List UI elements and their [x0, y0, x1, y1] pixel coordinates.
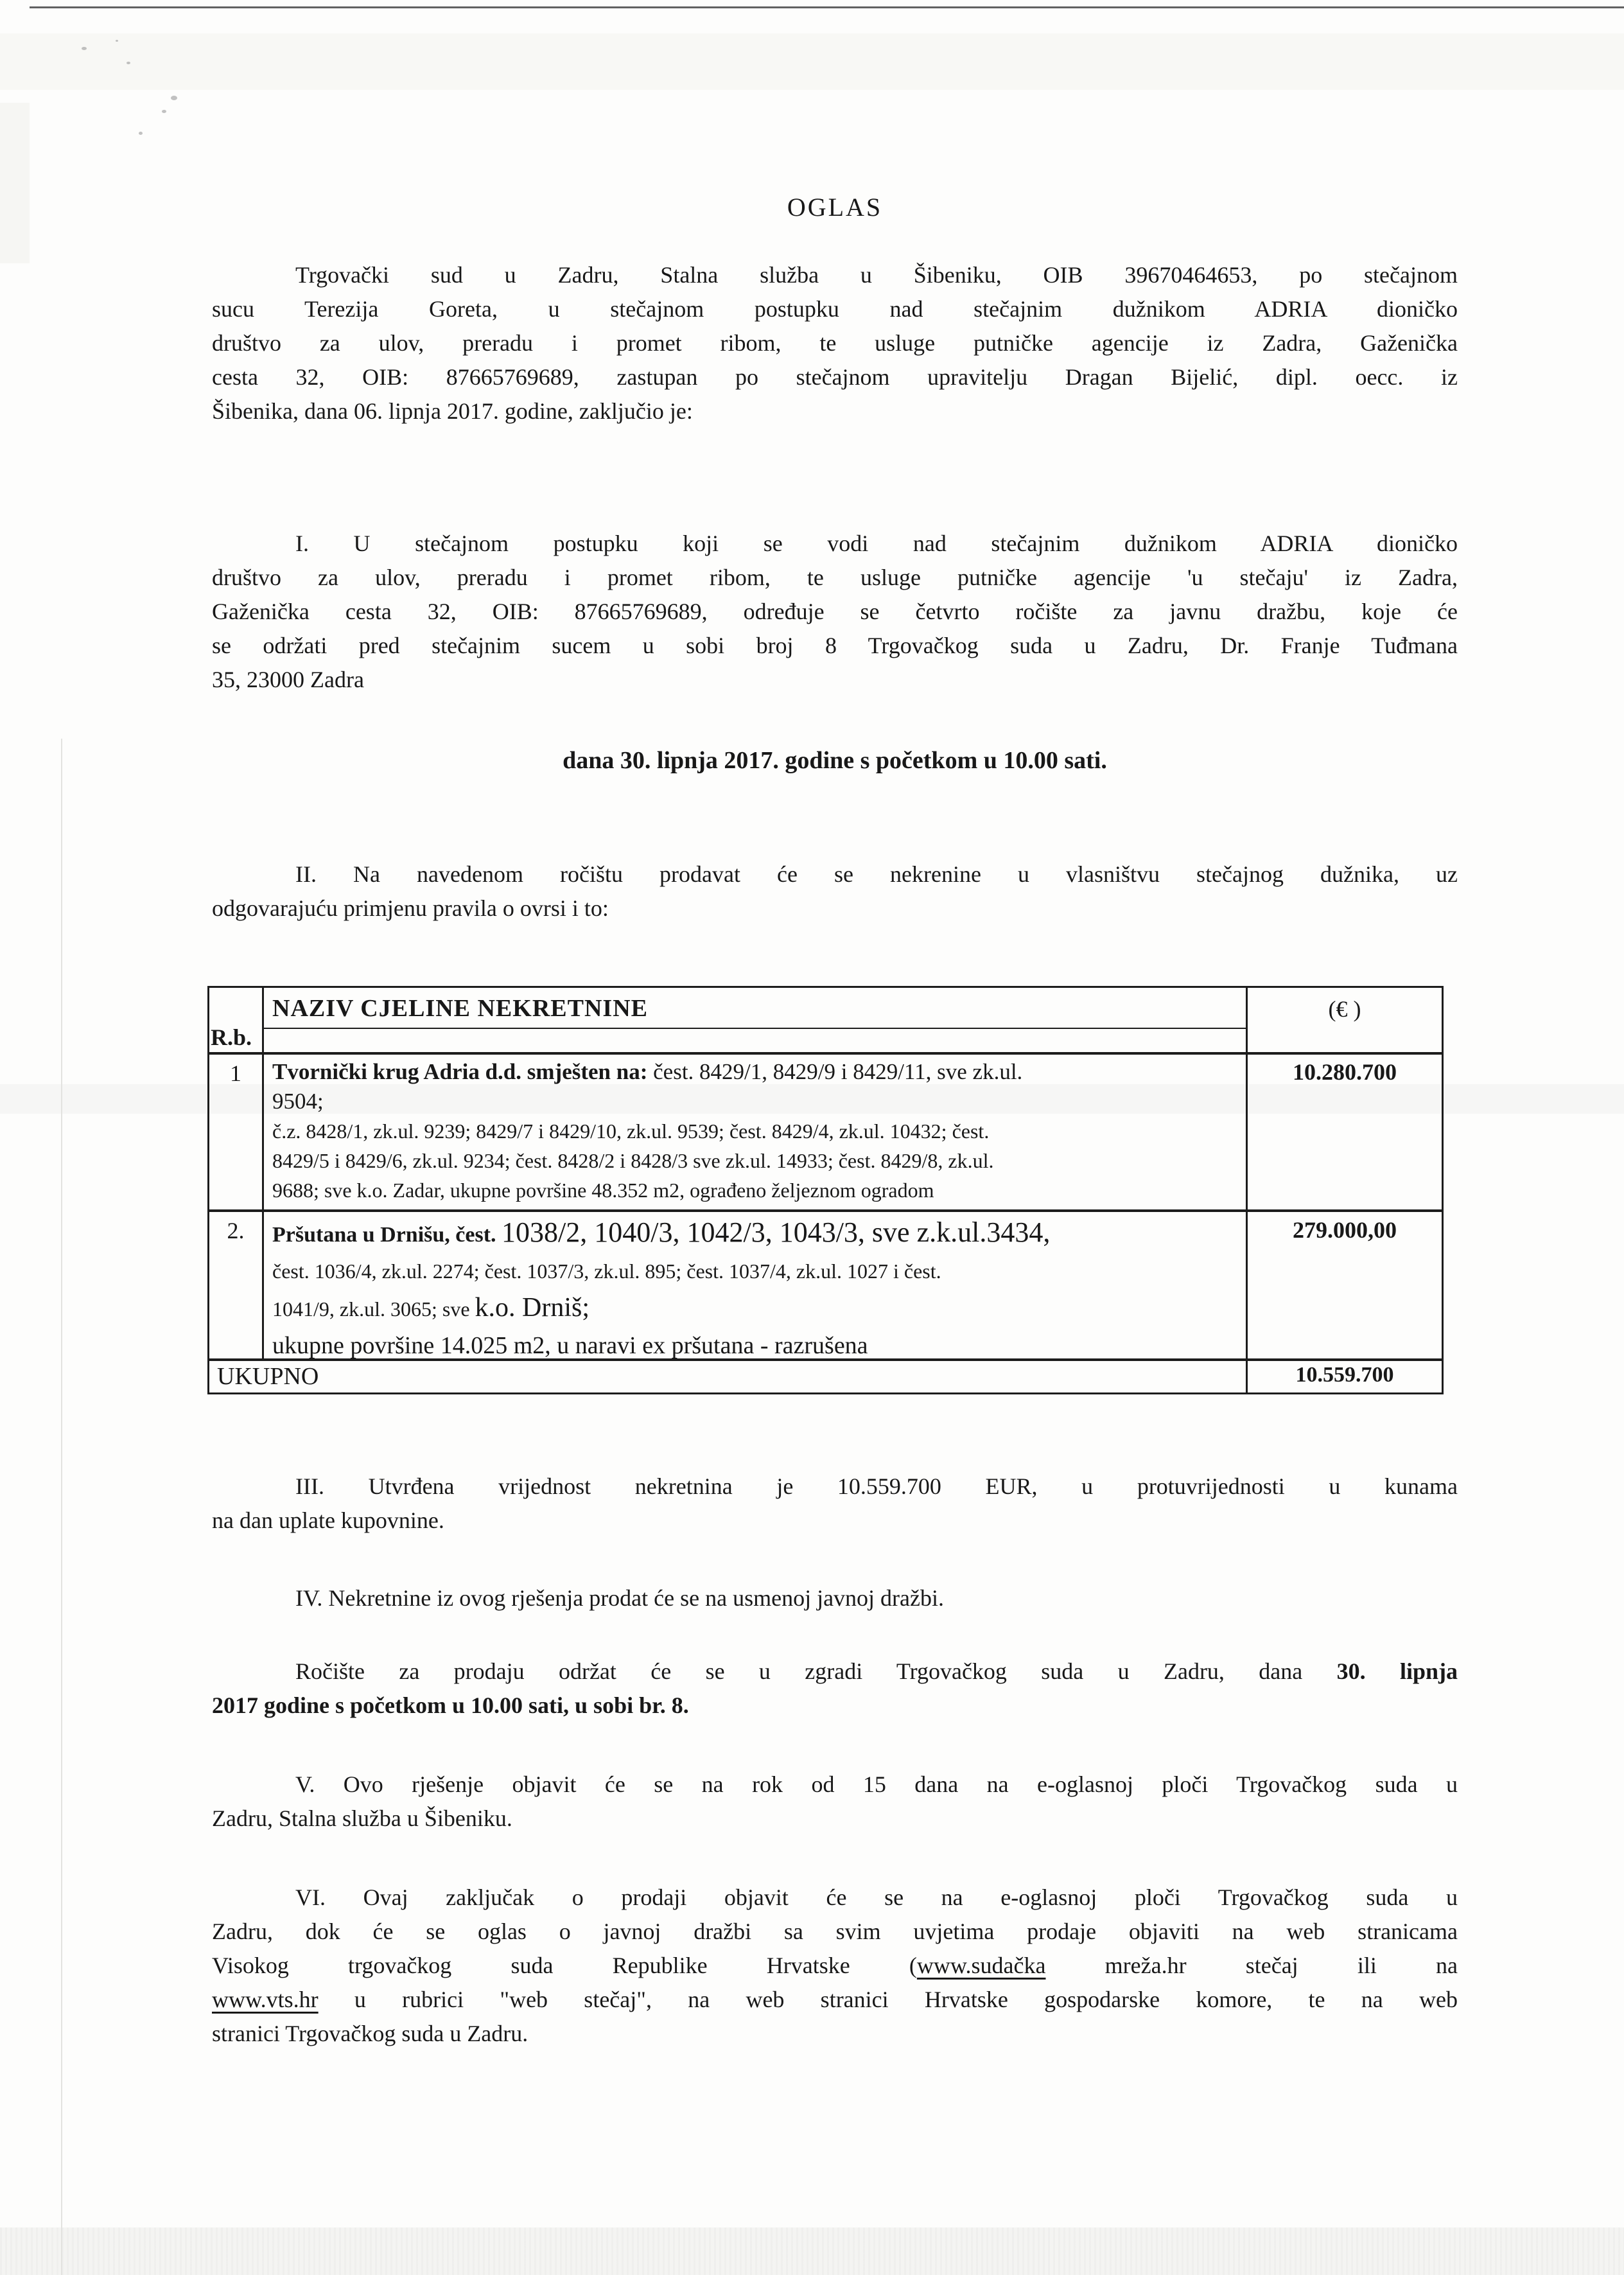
scan-artifact: [0, 33, 1624, 90]
scan-fold-line: [61, 739, 62, 2275]
paragraph-line: društvo za ulov, preradu i promet ribom, te usluge putničke agencije 'u stečaju' iz Zadra,: [212, 565, 1458, 590]
description-line: 8429/5 i 8429/6, zk.ul. 9234; čest. 8428/2 i 8428/3 sve zk.ul. 14933; čest. 8429/8, zk.ul.: [272, 1149, 994, 1172]
paragraph-line: Zadru, Stalna služba u Šibeniku.: [212, 1805, 512, 1831]
description-line: 1041/9, zk.ul. 3065; sve k.o. Drniš;: [272, 1293, 590, 1322]
paragraph-line: 35, 23000 Zadra: [212, 667, 364, 692]
column-header-value: (€ ): [1328, 996, 1361, 1022]
link-vts: www.vts.hr: [212, 1987, 319, 2012]
hearing-date-line: dana 30. lipnja 2017. godine s početkom u 10.00 sati.: [563, 747, 1107, 774]
description-line: čest. 1036/4, zk.ul. 2274; čest. 1037/3, zk.ul. 895; čest. 1037/4, zk.ul. 1027 i čest.: [272, 1260, 941, 1283]
paragraph-line: 2017 godine s početkom u 10.00 sati, u sobi br. 8.: [212, 1692, 689, 1718]
description-line: Tvornički krug Adria d.d. smješten na: čest. 8429/1, 8429/9 i 8429/11, sve zk.ul.: [272, 1059, 1023, 1084]
property-value: 10.280.700: [1293, 1059, 1397, 1085]
paragraph-line: Ročište za prodaju održat će se u zgradi Trgovačkog suda u Zadru, dana 30. lipnja: [295, 1658, 1458, 1684]
description-line: č.z. 8428/1, zk.ul. 9239; 8429/7 i 8429/10, zk.ul. 9539; čest. 8429/4, zk.ul. 10432; čest.: [272, 1120, 990, 1143]
scan-speck: [171, 96, 177, 100]
description-line: 9504;: [272, 1089, 324, 1114]
paragraph-line: I. U stečajnom postupku koji se vodi nad stečajnim dužnikom ADRIA dioničko: [295, 531, 1458, 556]
property-value: 279.000,00: [1293, 1217, 1397, 1243]
scan-artifact: [0, 2227, 1624, 2275]
table-gridline: [1246, 988, 1248, 1392]
description-line: Pršutana u Drnišu, čest. 1038/2, 1040/3, 1042/3, 1043/3, sve z.k.ul.3434,: [272, 1217, 1051, 1248]
row-number: 2.: [227, 1218, 245, 1243]
section-v-paragraph: [212, 1768, 1458, 1836]
property-name: Tvornički krug Adria d.d. smješten na:: [272, 1059, 648, 1084]
scan-speck: [127, 62, 130, 64]
paragraph-line: Zadru, dok će se oglas o javnoj dražbi sa svim uvjetima prodaje objaviti na web stranicama: [212, 1919, 1458, 1944]
properties-table: [207, 986, 1444, 1394]
link-sudacka-mreza: www.sudačka: [916, 1953, 1046, 1978]
intro-paragraph: [212, 258, 1458, 428]
paragraph-line: II. Na navedenom ročištu prodavat će se nekrenine u vlasništvu stečajnog dužnika, uz: [295, 861, 1458, 887]
property-description: [272, 1057, 1235, 1205]
paragraph-line: V. Ovo rješenje objavit će se na rok od 15 dana na e-oglasnoj ploči Trgovačkog suda u: [295, 1771, 1458, 1797]
section-vi-paragraph: [212, 1881, 1458, 2051]
table-gridline: [262, 988, 264, 1358]
column-header-rb: R.b.: [211, 1024, 252, 1050]
section-iii-paragraph: [212, 1470, 1458, 1538]
paragraph-line: društvo za ulov, preradu i promet ribom, te usluge putničke agencije iz Zadra, Gaženička: [212, 330, 1458, 356]
total-label: UKUPNO: [217, 1363, 319, 1390]
paragraph-line: na dan uplate kupovnine.: [212, 1507, 444, 1533]
scan-speck: [82, 47, 87, 50]
paragraph-line: odgovarajuću primjenu pravila o ovrsi i to:: [212, 895, 609, 921]
row-number: 1: [230, 1060, 241, 1086]
paragraph-line: III. Utvrđena vrijednost nekretnina je 10.559.700 EUR, u protuvrijednosti u kunama: [295, 1473, 1458, 1499]
column-header-name: NAZIV CJELINE NEKRETNINE: [272, 995, 648, 1022]
paragraph-line: Trgovački sud u Zadru, Stalna služba u Šibeniku, OIB 39670464653, po stečajnom: [295, 262, 1458, 288]
section-i-paragraph: [212, 527, 1458, 697]
property-name: Pršutana u Drnišu, čest.: [272, 1223, 502, 1247]
paragraph-line: VI. Ovaj zaključak o prodaji objavit će se na e-oglasnoj ploči Trgovačkog suda u: [295, 1884, 1458, 1910]
paragraph-line: stranici Trgovačkog suda u Zadru.: [212, 2021, 528, 2046]
table-gridline: [209, 1052, 1442, 1055]
description-line: ukupne površine 14.025 m2, u naravi ex pršutana - razrušena: [272, 1332, 868, 1359]
section-iv-paragraph: [212, 1581, 1458, 1615]
section-ii-paragraph: [212, 857, 1458, 926]
paragraph-line: Gaženička cesta 32, OIB: 87665769689, određuje se četvrto ročište za javnu dražbu, koje će: [212, 599, 1458, 624]
paragraph-line: cesta 32, OIB: 87665769689, zastupan po stečajnom upravitelju Dragan Bijelić, dipl. oecc. iz: [212, 364, 1458, 390]
paragraph-line: www.vts.hr u rubrici "web stečaj", na web stranici Hrvatske gospodarske komore, te na web: [212, 1987, 1458, 2012]
paragraph-line: Visokog trgovačkog suda Republike Hrvatske (www.sudačka mreža.hr stečaj ili na: [212, 1953, 1458, 1978]
scan-edge-line: [30, 6, 1624, 8]
hearing-location-paragraph: [212, 1655, 1458, 1723]
total-value: 10.559.700: [1295, 1363, 1394, 1387]
property-description: [272, 1214, 1235, 1364]
scan-speck: [116, 40, 118, 42]
scan-artifact: [0, 103, 30, 263]
document-title: OGLAS: [787, 193, 883, 222]
scan-speck: [139, 132, 143, 135]
paragraph-line: IV. Nekretnine iz ovog rješenja prodat će se na usmenoj javnoj dražbi.: [295, 1585, 945, 1611]
paragraph-line: sucu Terezija Goreta, u stečajnom postupku nad stečajnim dužnikom ADRIA dioničko: [212, 296, 1458, 322]
paragraph-line: se održati pred stečajnim sucem u sobi broj 8 Trgovačkog suda u Zadru, Dr. Franje Tuđmana: [212, 633, 1458, 658]
paragraph-line: Šibenika, dana 06. lipnja 2017. godine, zaključio je:: [212, 398, 693, 424]
table-gridline: [264, 1028, 1246, 1029]
scan-speck: [162, 110, 166, 113]
table-gridline: [209, 1209, 1442, 1212]
description-line: 9688; sve k.o. Zadar, ukupne površine 48.352 m2, ograđeno željeznom ogradom: [272, 1179, 934, 1202]
